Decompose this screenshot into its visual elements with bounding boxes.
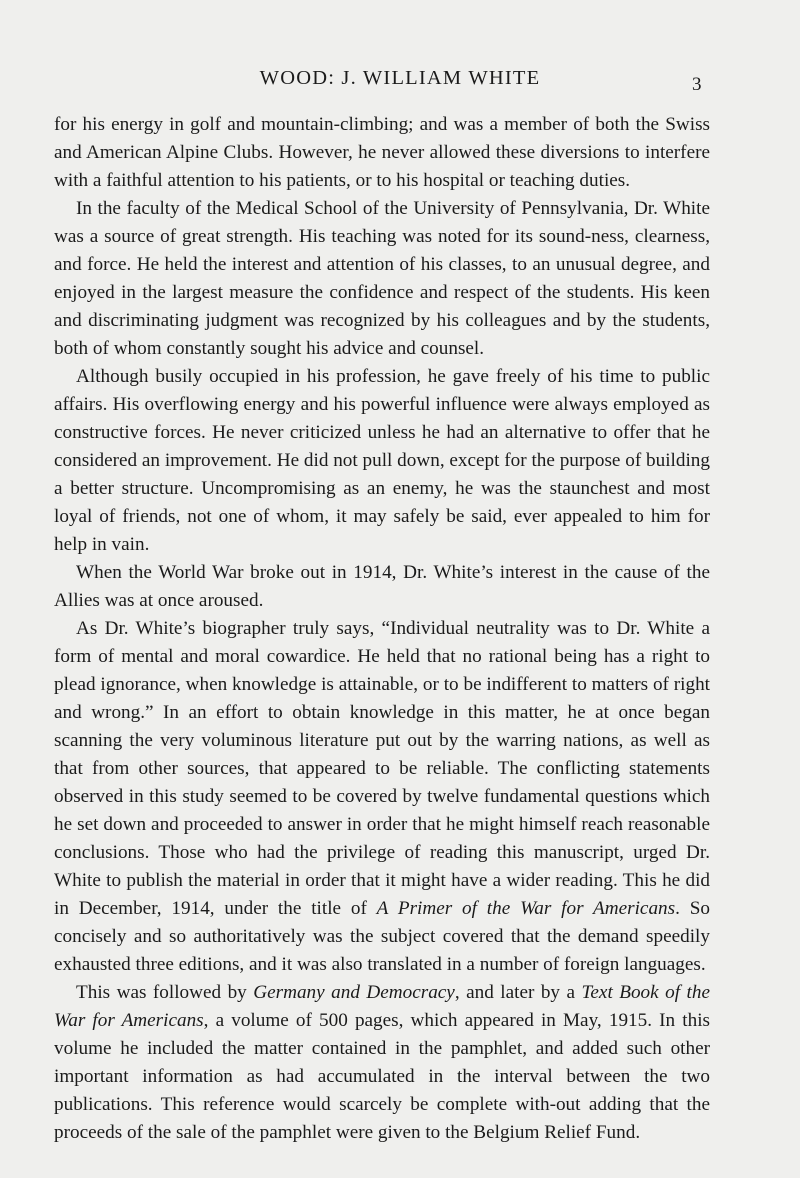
paragraph-text: . So concisely and so authoritatively was the subject covered that the demand speedily exhausted three editions, and it was also translated in a number of foreign languages. <box>54 898 710 975</box>
book-title: A Primer of the War for Americans <box>376 898 676 919</box>
book-title: Germany and Democracy <box>253 982 455 1003</box>
paragraph: for his energy in golf and mountain-climbing; and was a member of both the Swiss and American Alpine Clubs. However, he never allowed these diversions to interfere with a faithful attention to his patients, or to his hospital or teaching duties. <box>54 114 710 191</box>
paragraph <box>54 615 710 979</box>
body-text <box>54 111 710 1147</box>
paragraph: When the World War broke out in 1914, Dr. White’s interest in the cause of the Allies was at once aroused. <box>54 562 710 611</box>
paragraph-text: As Dr. White’s biographer truly says, “Individual neutrality was to Dr. White a form of mental and moral cowardice. He held that no rational being has a right to plead ignorance, when knowledge is attainable, or to be indifferent to matters of right and wrong.” In an effort to obtain knowledge in this matter, he at once began scanning the very voluminous literature put out by the warring nations, as well as that from other sources, that appeared to be reliable. The conflicting statements observed in this study seemed to be covered by twelve fundamental questions which he set down and proceeded to answer in order that he might himself reach reasonable conclusions. Those who had the privilege of reading this manuscript, urged Dr. White to publish the material in order that it might have a wider reading. This he did in December, 1914, under the title of <box>54 618 710 919</box>
running-head <box>0 64 800 95</box>
book-title: Text Book of the War for Americans <box>54 982 710 1031</box>
paragraph-text: , a volume of 500 pages, which appeared in May, 1915. In this volume he included the matter contained in the pamphlet, and added such other important information as had accumulated in the interval between the two publications. This reference would scarcely be complete with-out adding that the proceeds of the sale of the pamphlet were given to the Belgium Relief Fund. <box>54 1010 710 1143</box>
paragraph-text: This was followed by <box>76 982 254 1003</box>
page-number: 3 <box>692 74 702 95</box>
running-title: WOOD: J. WILLIAM WHITE <box>259 67 541 89</box>
paragraph-text: , and later by a <box>454 982 582 1003</box>
paragraph: Although busily occupied in his profession, he gave freely of his time to public affairs. His overflowing energy and his powerful influence were always employed as constructive forces. He never criticized unless he had an alternative to offer that he considered an improvement. He did not pull down, except for the purpose of building a better structure. Uncompromising as an enemy, he was the staunchest and most loyal of friends, not one of whom, it may safely be said, ever appealed to him for help in vain. <box>54 366 710 555</box>
paragraph: In the faculty of the Medical School of the University of Pennsylvania, Dr. White was a source of great strength. His teaching was noted for its sound-ness, clearness, and force. He held the interest and attention of his classes, to an unusual degree, and enjoyed in the largest measure the confidence and respect of the students. His keen and discriminating judgment was recognized by his colleagues and by the students, both of whom constantly sought his advice and counsel. <box>54 198 710 359</box>
paragraph <box>54 979 710 1147</box>
